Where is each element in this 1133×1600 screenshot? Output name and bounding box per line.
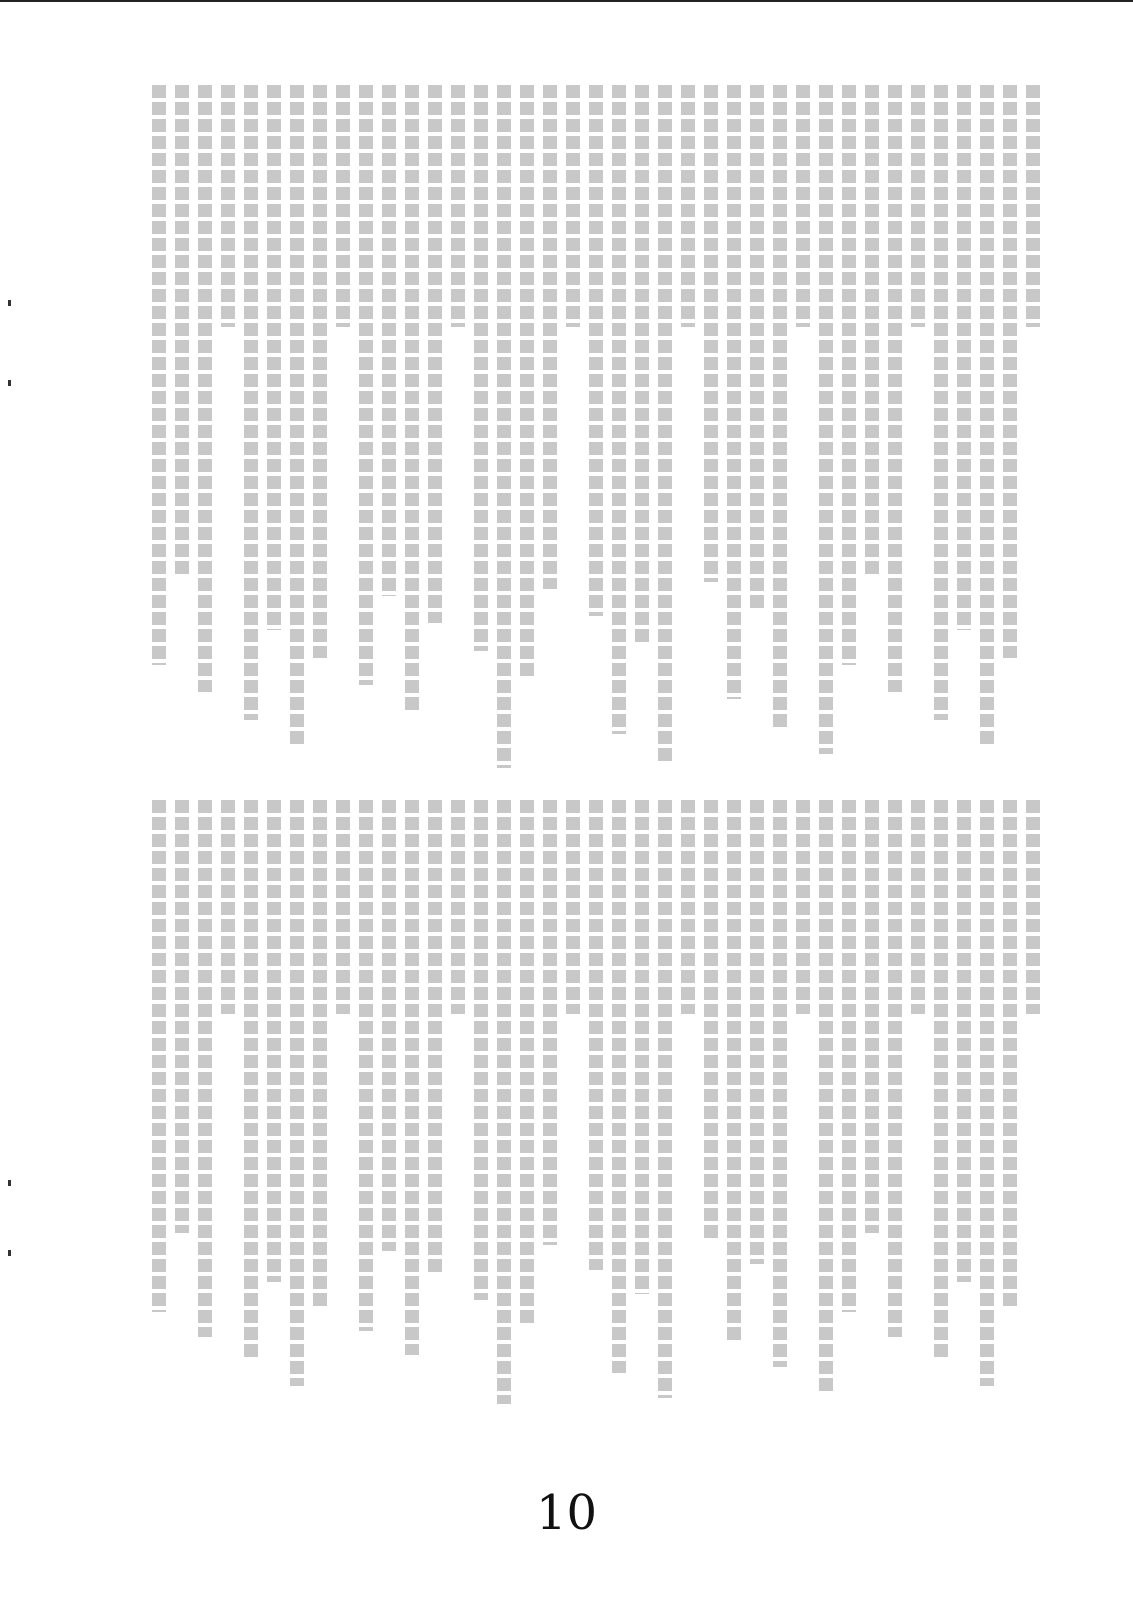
text-column-placeholder [635, 800, 649, 1294]
text-column-placeholder [796, 85, 810, 327]
scan-mark [8, 1250, 11, 1256]
text-column-placeholder [497, 85, 511, 768]
text-column-placeholder [980, 85, 994, 747]
text-column-placeholder [405, 85, 419, 713]
text-column-placeholder [566, 85, 580, 327]
scan-mark [8, 1180, 11, 1186]
text-column-placeholder [428, 85, 442, 623]
text-column-placeholder [842, 85, 856, 665]
text-column-placeholder [934, 85, 948, 720]
text-column-placeholder [957, 85, 971, 630]
text-column-placeholder [888, 800, 902, 1337]
text-column-placeholder [566, 800, 580, 1014]
text-column-placeholder [359, 85, 373, 685]
text-column-placeholder [543, 85, 557, 589]
text-column-placeholder [382, 85, 396, 596]
text-column-placeholder [428, 800, 442, 1276]
text-column-placeholder [865, 800, 879, 1233]
text-column-placeholder [1026, 85, 1040, 327]
text-column-placeholder [244, 85, 258, 720]
text-column-placeholder [911, 85, 925, 327]
text-column-placeholder [474, 85, 488, 651]
text-column-placeholder [1026, 800, 1040, 1014]
text-column-placeholder [589, 800, 603, 1270]
text-column-placeholder [773, 800, 787, 1367]
text-column-placeholder [1003, 85, 1017, 658]
text-column-placeholder [474, 800, 488, 1300]
text-column-placeholder [267, 85, 281, 630]
text-column-placeholder [796, 800, 810, 1014]
text-column-placeholder [405, 800, 419, 1355]
text-column-placeholder [934, 800, 948, 1361]
text-column-placeholder [221, 85, 235, 327]
text-column-placeholder [451, 800, 465, 1014]
text-column-placeholder [382, 800, 396, 1251]
text-column-placeholder [313, 85, 327, 658]
text-column-placeholder [612, 800, 626, 1373]
text-column-placeholder [520, 85, 534, 678]
text-column-placeholder [152, 85, 166, 665]
text-column-placeholder [727, 800, 741, 1343]
text-column-placeholder [980, 800, 994, 1386]
text-column-placeholder [359, 800, 373, 1331]
top-border [0, 0, 1133, 2]
text-column-placeholder [198, 85, 212, 692]
text-column-placeholder [543, 800, 557, 1245]
text-column-placeholder [819, 85, 833, 754]
text-column-placeholder [819, 800, 833, 1392]
text-column-placeholder [290, 85, 304, 747]
scan-mark [8, 300, 11, 306]
text-column-placeholder [842, 800, 856, 1312]
text-column-placeholder [451, 85, 465, 327]
text-column-placeholder [612, 85, 626, 734]
page-number: 10 [535, 1485, 598, 1541]
text-column-placeholder [658, 85, 672, 761]
text-column-placeholder [635, 85, 649, 644]
text-column-placeholder [198, 800, 212, 1337]
lower-text-block [115, 800, 1040, 1410]
text-column-placeholder [152, 800, 166, 1312]
scan-mark [8, 380, 11, 386]
text-column-placeholder [773, 85, 787, 727]
text-column-placeholder [888, 85, 902, 692]
text-column-placeholder [865, 85, 879, 575]
text-column-placeholder [520, 800, 534, 1325]
text-column-placeholder [244, 800, 258, 1361]
text-column-placeholder [336, 800, 350, 1014]
text-column-placeholder [336, 85, 350, 327]
text-column-placeholder [267, 800, 281, 1282]
text-column-placeholder [221, 800, 235, 1014]
text-column-placeholder [313, 800, 327, 1306]
text-column-placeholder [1003, 800, 1017, 1306]
text-column-placeholder [704, 800, 718, 1239]
text-column-placeholder [175, 800, 189, 1233]
text-column-placeholder [175, 85, 189, 575]
text-column-placeholder [957, 800, 971, 1282]
text-column-placeholder [290, 800, 304, 1386]
text-column-placeholder [727, 85, 741, 699]
text-column-placeholder [911, 800, 925, 1014]
text-column-placeholder [681, 800, 695, 1014]
text-column-placeholder [658, 800, 672, 1398]
text-column-placeholder [750, 800, 764, 1264]
text-column-placeholder [750, 85, 764, 609]
text-column-placeholder [681, 85, 695, 327]
text-column-placeholder [589, 85, 603, 616]
upper-text-block [115, 85, 1040, 775]
text-column-placeholder [704, 85, 718, 582]
text-column-placeholder [497, 800, 511, 1404]
